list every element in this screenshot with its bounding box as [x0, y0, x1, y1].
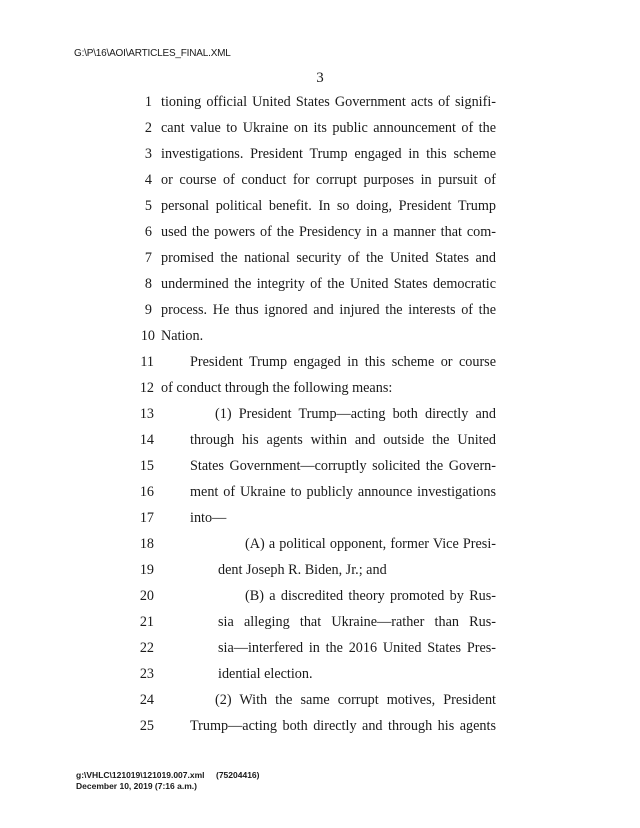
text-line [0, 561, 640, 587]
text-line [0, 483, 640, 509]
line-number: 20 [139, 588, 154, 604]
line-text: Nation. [161, 328, 204, 344]
text-line [0, 353, 640, 379]
line-text: used the powers of the Presidency in a manner that com- [161, 224, 496, 240]
line-number: 23 [139, 666, 154, 682]
text-line [0, 717, 640, 743]
line-number: 2 [144, 120, 152, 136]
text-line [0, 145, 640, 171]
line-number: 11 [140, 354, 154, 370]
line-text: (B) a discredited theory promoted by Rus- [245, 588, 496, 604]
line-number: 4 [144, 172, 152, 188]
text-line [0, 509, 640, 535]
line-text: tioning official United States Government acts of signifi- [161, 94, 496, 110]
line-text: process. He thus ignored and injured the interests of the [161, 302, 496, 318]
line-text: dent Joseph R. Biden, Jr.; and [218, 562, 387, 578]
text-line [0, 535, 640, 561]
line-text: Trump—acting both directly and through his agents [190, 718, 496, 734]
line-text: idential election. [218, 666, 313, 682]
line-number: 25 [139, 718, 154, 734]
header-file-path: G:\P\16\AOI\ARTICLES_FINAL.XML [74, 48, 231, 59]
footer-file-info [76, 770, 205, 792]
line-number: 12 [139, 380, 154, 396]
line-text: into— [190, 510, 227, 526]
line-number: 17 [139, 510, 154, 526]
line-number: 15 [139, 458, 154, 474]
text-line [0, 171, 640, 197]
line-text: sia—interfered in the 2016 United States Pres- [218, 640, 496, 656]
line-text: States Government—corruptly solicited the Govern- [190, 458, 496, 474]
line-text: or course of conduct for corrupt purposes in pursuit of [161, 172, 496, 188]
text-line [0, 93, 640, 119]
text-line [0, 119, 640, 145]
line-number: 3 [144, 146, 152, 162]
line-number: 19 [139, 562, 154, 578]
line-number: 14 [139, 432, 154, 448]
text-line [0, 379, 640, 405]
line-number: 7 [144, 250, 152, 266]
footer-doc-id: (75204416) [216, 770, 260, 780]
line-text: cant value to Ukraine on its public announcement of the [161, 120, 496, 136]
line-number: 16 [139, 484, 154, 500]
line-text: through his agents within and outside the United [190, 432, 496, 448]
text-line [0, 587, 640, 613]
text-line [0, 301, 640, 327]
text-line [0, 691, 640, 717]
text-line [0, 457, 640, 483]
text-line [0, 639, 640, 665]
line-text: (A) a political opponent, former Vice Presi- [245, 536, 496, 552]
line-number: 10 [140, 328, 155, 344]
text-line [0, 275, 640, 301]
line-number: 18 [139, 536, 154, 552]
text-line [0, 223, 640, 249]
line-text: undermined the integrity of the United States democratic [161, 276, 496, 292]
line-text: of conduct through the following means: [161, 380, 393, 396]
text-line [0, 665, 640, 691]
text-line [0, 405, 640, 431]
line-number: 9 [144, 302, 152, 318]
line-text: President Trump engaged in this scheme or course [190, 354, 496, 370]
line-text: (1) President Trump—acting both directly and [215, 406, 496, 422]
line-number: 8 [144, 276, 152, 292]
line-text: investigations. President Trump engaged in this scheme [161, 146, 496, 162]
line-number: 6 [144, 224, 152, 240]
footer-date: December 10, 2019 (7:16 a.m.) [76, 781, 197, 791]
line-number: 24 [139, 692, 154, 708]
line-number: 13 [139, 406, 154, 422]
line-number: 21 [139, 614, 154, 630]
text-line [0, 431, 640, 457]
line-number: 1 [144, 94, 152, 110]
footer-file-path: g:\VHLC\121019\121019.007.xml [76, 770, 205, 780]
line-text: promised the national security of the United States and [161, 250, 496, 266]
page-number: 3 [316, 70, 324, 86]
line-text: (2) With the same corrupt motives, President [215, 692, 496, 708]
text-line [0, 249, 640, 275]
text-line [0, 613, 640, 639]
line-number: 5 [144, 198, 152, 214]
line-text: personal political benefit. In so doing, President Trump [161, 198, 496, 214]
text-line [0, 327, 640, 353]
line-text: ment of Ukraine to publicly announce investigations [190, 484, 496, 500]
text-line [0, 197, 640, 223]
line-number: 22 [139, 640, 154, 656]
line-text: sia alleging that Ukraine—rather than Rus- [218, 614, 496, 630]
